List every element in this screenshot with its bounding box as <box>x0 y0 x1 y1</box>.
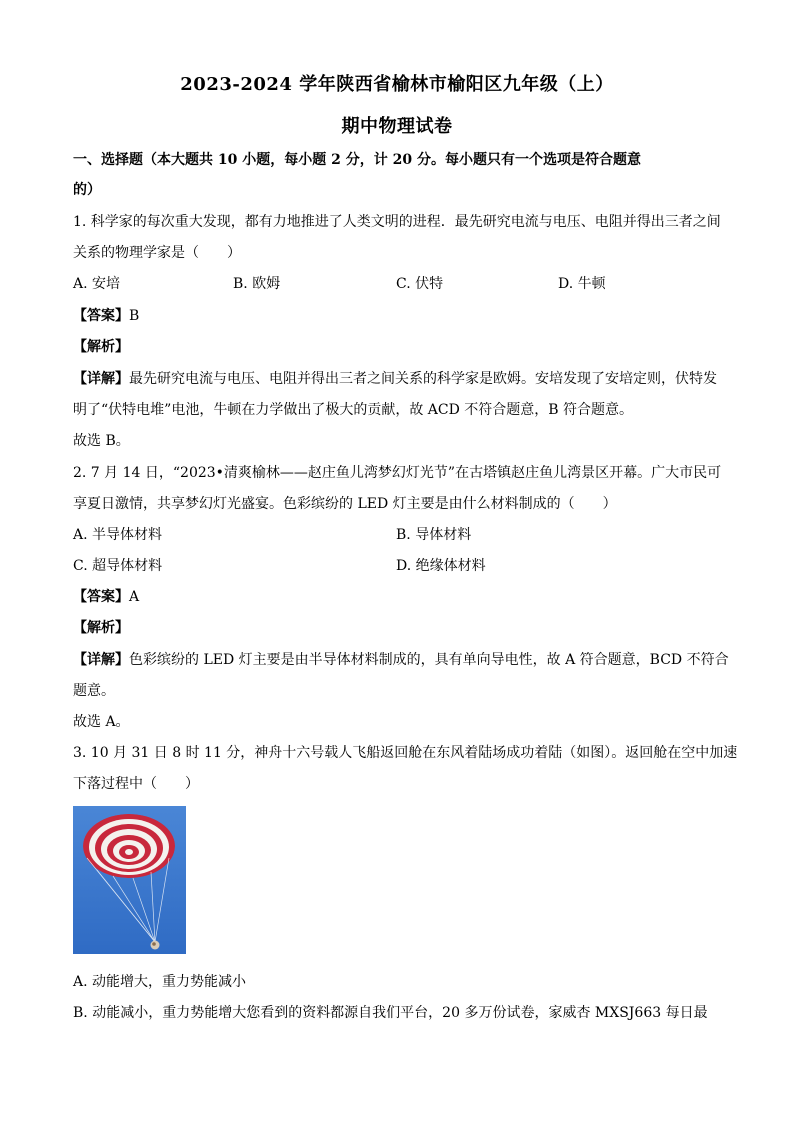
q1-stem: 1. 科学家的每次重大发现，都有力地推进了人类文明的进程．最先研究电流与电压、电阻并得出三者之间 <box>73 214 721 230</box>
q2-detail <box>73 650 729 670</box>
q1-analysis <box>73 337 129 357</box>
q1-detail <box>73 369 717 389</box>
q2-analysis <box>73 618 129 638</box>
q1-stem-cont: 关系的物理学家是（ ） <box>73 245 241 261</box>
q1-option-a: A. 安培 <box>73 276 121 292</box>
q3-option-b: B. 动能减小，重力势能增大您看到的资料都源自我们平台，20 多万份试卷，家威杏 MXSJ663 每日最 <box>73 1005 708 1021</box>
q3-stem: 3. 10 月 31 日 8 时 11 分，神舟十六号载人飞船返回舱在东风着陆场成功着陆（如图）。返回舱在空中加速 <box>73 745 738 761</box>
document-title: 2023-2024 学年陕西省榆林市榆阳区九年级（上） <box>180 74 614 95</box>
detail-tag: 【详解】 <box>73 652 129 668</box>
q1-detail-cont: 明了“伏特电堆”电池，牛顿在力学做出了极大的贡献，故 ACD 不符合题意，B 符合题意。 <box>73 402 633 418</box>
answer-tag: 【答案】 <box>73 308 129 324</box>
parachute-capsule-image <box>73 806 186 954</box>
q2-option-b: B. 导体材料 <box>396 527 472 543</box>
detail-tag: 【详解】 <box>73 371 129 387</box>
detail-text: 最先研究电流与电压、电阻并得出三者之间关系的科学家是欧姆。安培发现了安培定则，伏特发 <box>129 371 717 387</box>
q2-stem: 2. 7 月 14 日，“2023•清爽榆林——赵庄鱼儿湾梦幻灯光节”在古塔镇赵庄鱼儿湾景区开幕。广大市民可 <box>73 465 722 481</box>
section-heading-cont: 的） <box>73 182 101 198</box>
q2-option-c: C. 超导体材料 <box>73 558 163 574</box>
q2-conclusion: 故选 A。 <box>73 714 130 730</box>
q1-answer <box>73 306 139 326</box>
q2-answer <box>73 587 139 607</box>
q3-option-a: A. 动能增大，重力势能减小 <box>73 974 247 990</box>
q1-option-d: D. 牛顿 <box>558 276 606 292</box>
q2-option-a: A. 半导体材料 <box>73 527 163 543</box>
document-subtitle: 期中物理试卷 <box>341 116 453 137</box>
analysis-tag: 【解析】 <box>73 339 129 355</box>
q1-option-b: B. 欧姆 <box>233 276 281 292</box>
q2-option-d: D. 绝缘体材料 <box>396 558 486 574</box>
q1-conclusion: 故选 B。 <box>73 433 130 449</box>
q1-option-c: C. 伏特 <box>396 276 444 292</box>
answer-value: A <box>129 589 140 605</box>
analysis-tag: 【解析】 <box>73 620 129 636</box>
section-heading: 一、选择题（本大题共 10 小题，每小题 2 分，计 20 分。每小题只有一个选项是符合题意 <box>73 152 641 168</box>
q3-stem-cont: 下落过程中（ ） <box>73 776 199 792</box>
answer-tag: 【答案】 <box>73 589 129 605</box>
answer-value: B <box>129 308 140 324</box>
detail-text: 色彩缤纷的 LED 灯主要是由半导体材料制成的，具有单向导电性，故 A 符合题意，BCD 不符合 <box>129 652 729 668</box>
q2-stem-cont: 享夏日激情，共享梦幻灯光盛宴。色彩缤纷的 LED 灯主要是由什么材料制成的（ ） <box>73 496 617 512</box>
q2-detail-cont: 题意。 <box>73 683 115 699</box>
